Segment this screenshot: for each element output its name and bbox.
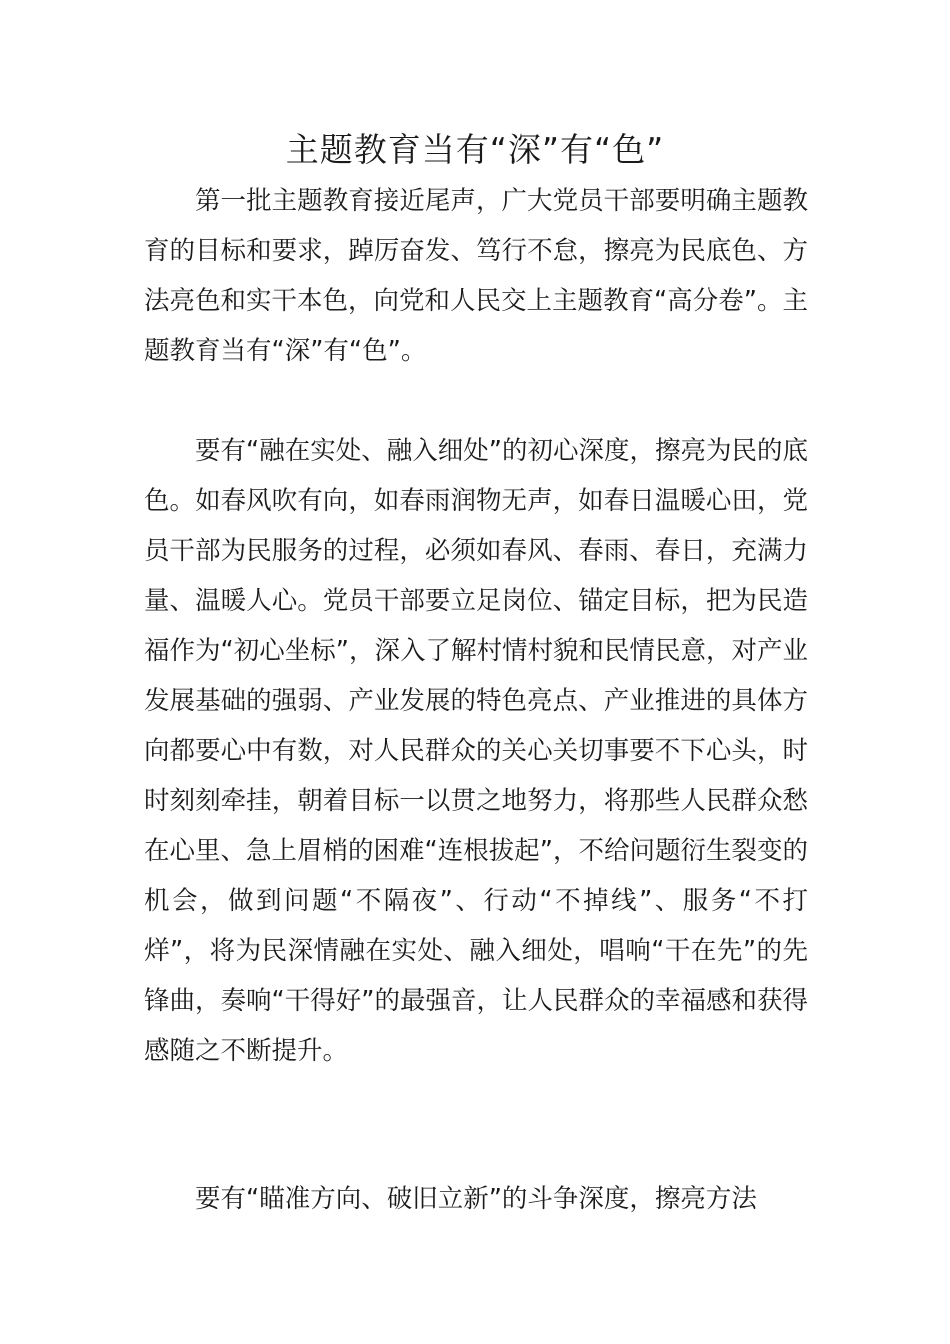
paragraph-first-point: 要有“融在实处、融入细处”的初心深度，擦亮为民的底色。如春风吹有向，如春雨润物无声，如春日温暖心田，党员干部为民服务的过程，必须如春风、春雨、春日，充满力量、温暖人心。党员干部要立足岗位、锚定目标，把为民造福作为“初心坐标”，深入了解村情村貌和民情民意，对产业发展基础的强弱、产业发展的特色亮点、产业推进的具体方向都要心中有数，对人民群众的关心关切事要不下心头，时时刻刻牵挂，朝着目标一以贯之地努力，将那些人民群众愁在心里、急上眉梢的困难“连根拔起”，不给问题衍生裂变的机会，做到问题“不隔夜”、行动“不掉线”、服务“不打烊”，将为民深情融在实处、融入细处，唱响“干在先”的先锋曲，奏响“干得好”的最强音，让人民群众的幸福感和获得感随之不断提升。: [144, 436, 808, 1066]
paragraph-intro: 第一批主题教育接近尾声，广大党员干部要明确主题教育的目标和要求，踔厉奋发、笃行不怠，擦亮为民底色、方法亮色和实干本色，向党和人民交上主题教育“高分卷”。主题教育当有“深”有“色”。: [144, 186, 808, 366]
document-title: 主题教育当有“深”有“色”: [285, 130, 665, 169]
paragraph-second-point: 要有“瞄准方向、破旧立新”的斗争深度，擦亮方法: [195, 1184, 757, 1214]
